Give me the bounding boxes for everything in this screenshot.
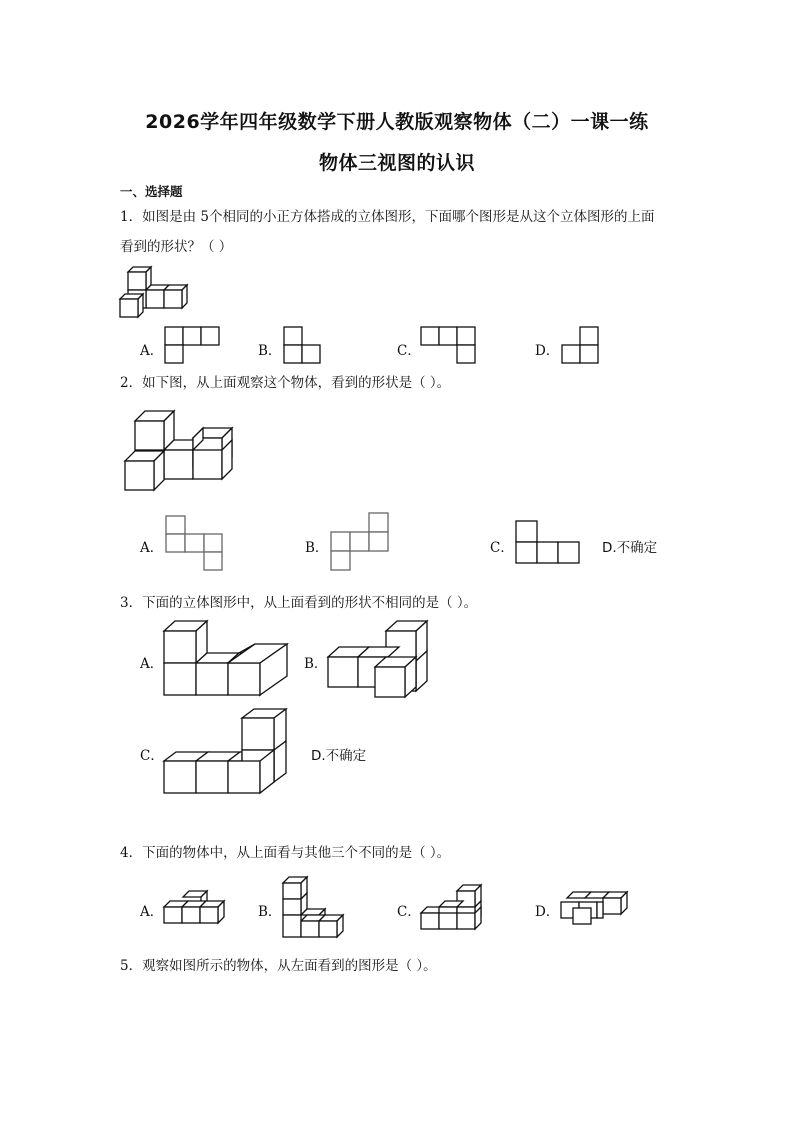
q4-option-b-figure[interactable] [282, 876, 346, 940]
q2-solid-figure [124, 408, 246, 492]
q3-option-a-label[interactable]: A． [140, 656, 164, 672]
q3-option-c-label[interactable]: C． [140, 748, 164, 764]
q1-option-b-label[interactable]: B． [258, 343, 282, 359]
q2-option-a-figure[interactable] [165, 515, 223, 573]
q1-option-a-label[interactable]: A． [140, 343, 164, 359]
q1-solid-figure [120, 266, 192, 322]
q1-option-d-figure[interactable] [560, 326, 600, 364]
question-2-text: 2．如下图，从上面观察这个物体，看到的形状是（ ）。 [120, 375, 451, 391]
q4-option-d-figure[interactable] [560, 890, 626, 926]
q3-option-c-figure[interactable] [163, 708, 291, 794]
q2-option-b-figure[interactable] [330, 512, 390, 572]
q2-option-d[interactable]: D.不确定 [602, 540, 658, 556]
q4-option-c-figure[interactable] [420, 884, 484, 930]
q1-option-c-figure[interactable] [420, 326, 476, 364]
q3-option-b-label[interactable]: B． [304, 656, 328, 672]
q2-option-c-label[interactable]: C． [490, 540, 514, 556]
page-title: 2026学年四年级数学下册人教版观察物体（二）一课一练 [145, 111, 649, 133]
q4-option-a-figure[interactable] [163, 889, 227, 925]
q1-option-d-label[interactable]: D． [535, 343, 560, 359]
page-subtitle: 物体三视图的认识 [318, 152, 475, 174]
q3-option-d[interactable]: D.不确定 [311, 748, 367, 764]
question-4-text: 4．下面的物体中，从上面看与其他三个不同的是（ ）。 [120, 845, 451, 861]
q2-option-a-label[interactable]: A． [140, 540, 164, 556]
section-heading: 一、选择题 [120, 184, 183, 199]
question-1-text: 1．如图是由 5个相同的小正方体搭成的立体图形，下面哪个图形是从这个立体图形的上面 [120, 209, 655, 225]
q4-option-d-label[interactable]: D． [535, 904, 560, 920]
q2-option-c-figure[interactable] [515, 520, 581, 564]
q3-option-a-extra-depth [163, 620, 291, 696]
q1-option-c-label[interactable]: C． [397, 343, 421, 359]
q4-option-c-label[interactable]: C． [397, 904, 421, 920]
question-5-text: 5．观察如图所示的物体，从左面看到的图形是（ ）。 [120, 958, 437, 974]
question-1-text-cont: 看到的形状？（ ） [120, 239, 233, 255]
q1-option-a-figure[interactable] [164, 326, 220, 364]
q3-option-b-figure[interactable] [327, 620, 431, 698]
q4-option-b-label[interactable]: B． [258, 904, 282, 920]
q2-option-b-label[interactable]: B． [305, 540, 329, 556]
question-3-text: 3．下面的立体图形中，从上面看到的形状不相同的是（ ）。 [120, 595, 478, 611]
q1-option-b-figure[interactable] [283, 326, 323, 364]
q4-option-a-label[interactable]: A． [140, 904, 164, 920]
